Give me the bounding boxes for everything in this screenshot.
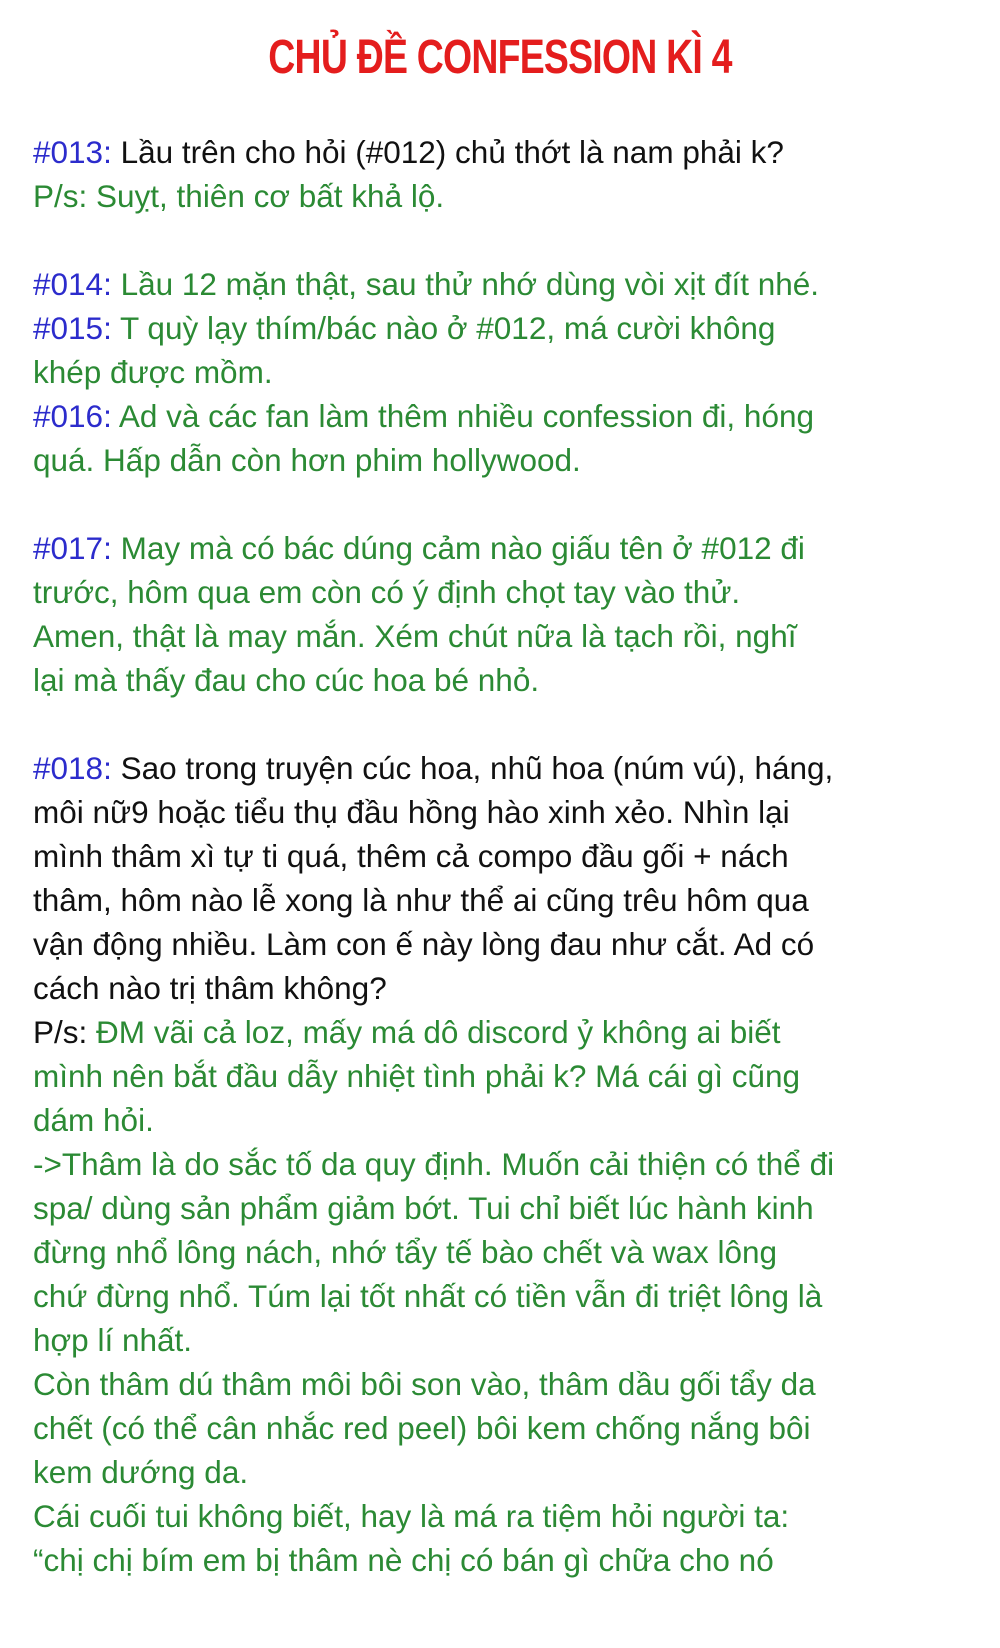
entry-016 [33,394,983,438]
entry-015-continued: khép được mồm. [33,354,273,390]
page-title: CHỦ ĐỀ CONFESSION KÌ 4 [268,31,732,84]
entry-018-answer: “chị chị bím em bị thâm nè chị có bán gì chữa cho nó [33,1542,774,1578]
entry-text: Lầu trên cho hỏi (#012) chủ thớt là nam phải k? [111,134,784,170]
reply-label: P/s: [33,1014,88,1050]
entry-014 [33,262,983,306]
paragraph-gap [33,482,983,526]
entry-018-continued: cách nào trị thâm không? [33,970,387,1006]
entry-016-continued: quá. Hấp dẫn còn hơn phim hollywood. [33,442,581,478]
confession-content [33,130,983,1582]
reply-label: P/s: [33,178,88,214]
entry-text: Ad và các fan làm thêm nhiều confession đi, hóng [111,398,815,434]
entry-label: #013: [33,134,112,170]
entry-018-answer: chứ đừng nhổ. Túm lại tốt nhất có tiền vẫn đi triệt lông là [33,1278,823,1314]
entry-018-answer: ->Thâm là do sắc tố da quy định. Muốn cải thiện có thể đi [33,1146,835,1182]
entry-018-answer: Còn thâm dú thâm môi bôi son vào, thâm dầu gối tẩy da [33,1366,816,1402]
entry-text: Sao trong truyện cúc hoa, nhũ hoa (núm vú), háng, [111,750,834,786]
entry-018-reply-continued: dám hỏi. [33,1102,154,1138]
entry-text: T quỳ lạy thím/bác nào ở #012, má cười không [111,310,776,346]
entry-018-answer: đừng nhổ lông nách, nhớ tẩy tế bào chết và wax lông [33,1234,778,1270]
entry-017 [33,526,983,570]
entry-label: #017: [33,530,112,566]
entry-013-question [33,130,983,174]
entry-text: Lầu 12 mặn thật, sau thử nhớ dùng vòi xịt đít nhé. [111,266,820,302]
paragraph-gap [33,702,983,746]
reply-text: ĐM vãi cả loz, mấy má dô discord ỷ không ai biết [87,1014,781,1050]
entry-018-reply [33,1010,983,1054]
entry-label: #014: [33,266,112,302]
entry-018-continued: vận động nhiều. Làm con ế này lòng đau như cắt. Ad có [33,926,815,962]
entry-label: #018: [33,750,112,786]
entry-018-continued: môi nữ9 hoặc tiểu thụ đầu hồng hào xinh xẻo. Nhìn lại [33,794,790,830]
paragraph-gap [33,218,983,262]
entry-017-continued: Amen, thật là may mắn. Xém chút nữa là tạch rồi, nghĩ [33,618,797,654]
reply-text: Suỵt, thiên cơ bất khả lộ. [87,178,445,214]
entry-018-answer: kem dướng da. [33,1454,249,1490]
entry-text: May mà có bác dúng cảm nào giấu tên ở #012 đi [111,530,805,566]
entry-015 [33,306,983,350]
entry-label: #015: [33,310,112,346]
entry-018-answer: hợp lí nhất. [33,1322,193,1358]
entry-018-answer: chết (có thể cân nhắc red peel) bôi kem chống nắng bôi [33,1410,811,1446]
entry-017-continued: lại mà thấy đau cho cúc hoa bé nhỏ. [33,662,540,698]
entry-label: #016: [33,398,112,434]
entry-018-reply-continued: mình nên bắt đầu dẫy nhiệt tình phải k? Má cái gì cũng [33,1058,801,1094]
entry-017-continued: trước, hôm qua em còn có ý định chọt tay vào thử. [33,574,741,610]
entry-013-reply [33,174,983,218]
entry-018-continued: mình thâm xì tự ti quá, thêm cả compo đầu gối + nách [33,838,789,874]
entry-018-question [33,746,983,790]
entry-018-continued: thâm, hôm nào lễ xong là như thể ai cũng trêu hôm qua [33,882,809,918]
entry-018-answer: Cái cuối tui không biết, hay là má ra tiệm hỏi người ta: [33,1498,790,1534]
entry-018-answer: spa/ dùng sản phẩm giảm bớt. Tui chỉ biết lúc hành kinh [33,1190,814,1226]
